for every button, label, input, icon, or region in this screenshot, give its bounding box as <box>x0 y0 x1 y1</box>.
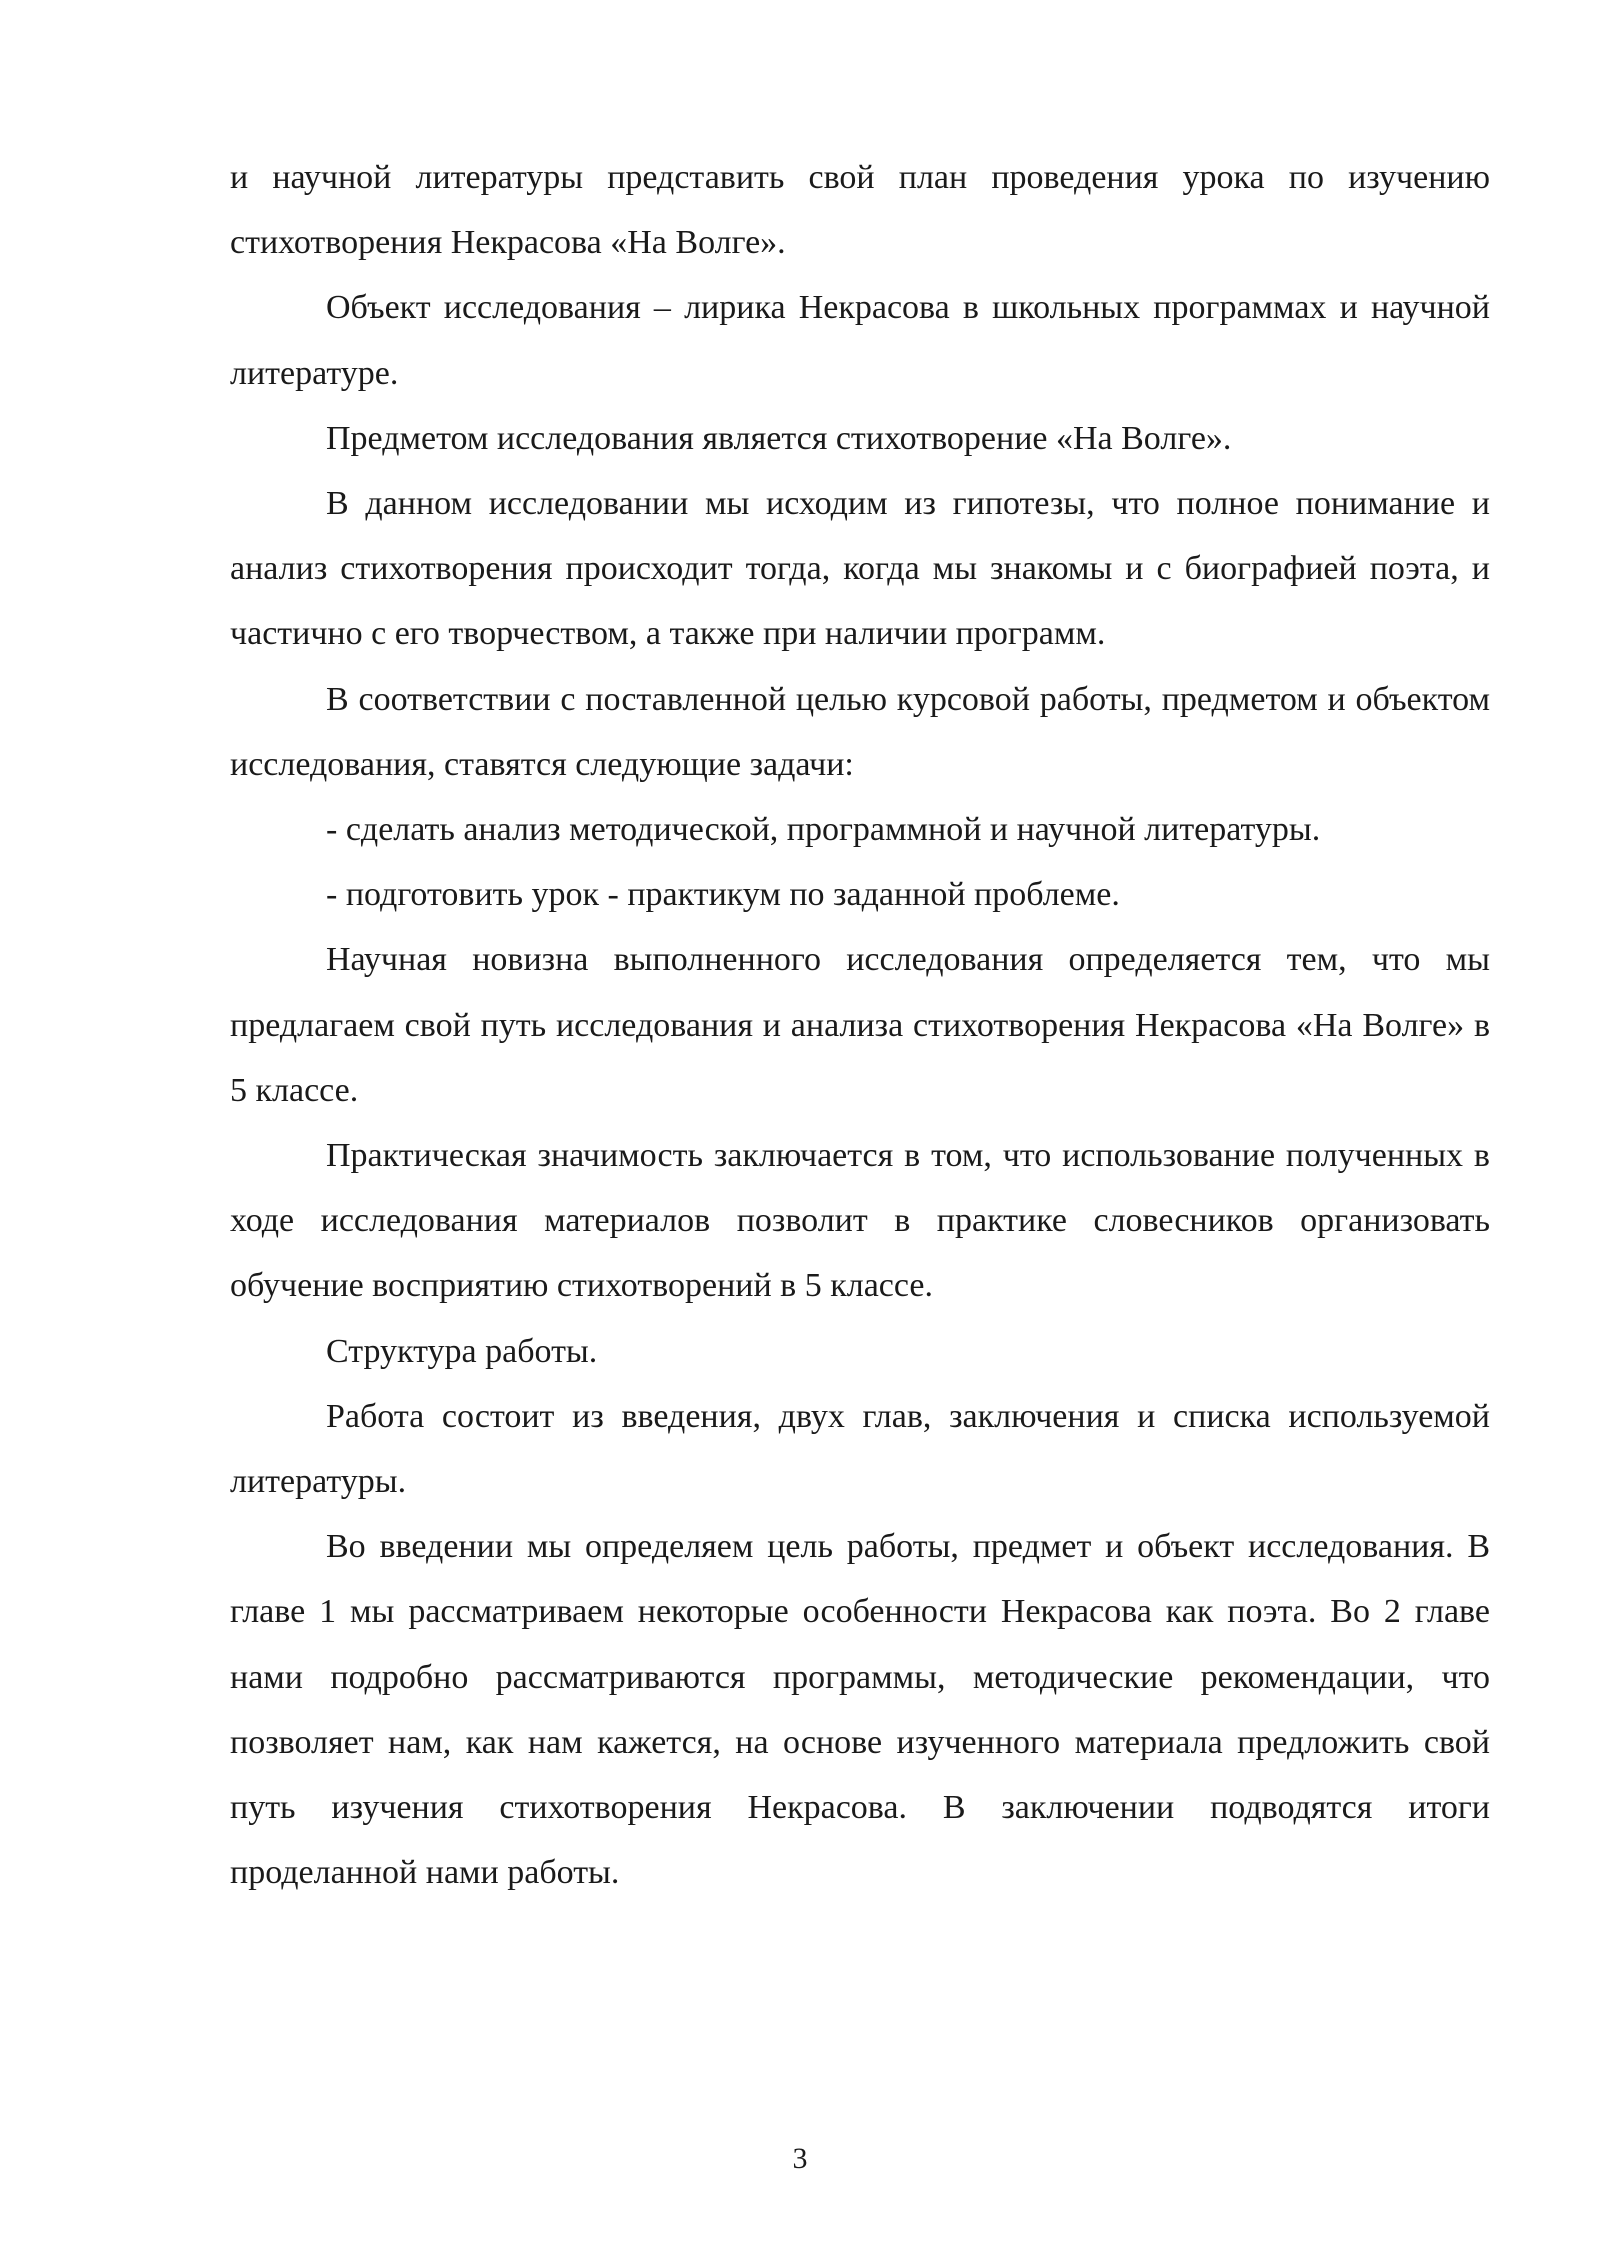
paragraph-novelty: Научная новизна выполненного исследования определяется тем, что мы предлагаем свой путь исследования и анализа стихотворения Некрасова «На Волге» в 5 классе. <box>230 941 1490 1109</box>
paragraph-continuation: и научной литературы представить свой план проведения урока по изучению стихотворения Некрасова «На Волге». <box>230 159 1490 262</box>
body-text <box>230 145 1490 1905</box>
paragraph-overview: Во введении мы определяем цель работы, предмет и объект исследования. В главе 1 мы рассматриваем некоторые особенности Некрасова как поэта. Во 2 главе нами подробно рассматриваются программы, методические рекомендации, что позволяет нам, как нам кажется, на основе изученного материала предложить свой путь изучения стихотворения Некрасова. В заключении подводятся итоги проделанной нами работы. <box>230 1528 1490 1892</box>
paragraph-subject: Предметом исследования является стихотворение «На Волге». <box>326 419 1232 457</box>
task-item: - сделать анализ методической, программной и научной литературы. <box>326 811 1321 849</box>
paragraph-significance: Практическая значимость заключается в том, что использование полученных в ходе исследования материалов позволит в практике словесников организовать обучение восприятию стихотворений в 5 классе. <box>230 1137 1490 1305</box>
page-number: 3 <box>792 2142 808 2175</box>
paragraph-object: Объект исследования – лирика Некрасова в школьных программах и научной литературе. <box>230 289 1490 392</box>
paragraph-hypothesis: В данном исследовании мы исходим из гипотезы, что полное понимание и анализ стихотворения происходит тогда, когда мы знакомы и с биографией поэта, и частично с его творчеством, а также при наличии программ. <box>230 485 1490 653</box>
task-item: - подготовить урок - практикум по заданной проблеме. <box>326 876 1120 914</box>
paragraph-structure-heading: Структура работы. <box>326 1332 598 1370</box>
paragraph-tasks-intro: В соответствии с поставленной целью курсовой работы, предметом и объектом исследования, ставятся следующие задачи: <box>230 680 1490 783</box>
paragraph-structure: Работа состоит из введения, двух глав, заключения и списка используемой литературы. <box>230 1397 1490 1501</box>
